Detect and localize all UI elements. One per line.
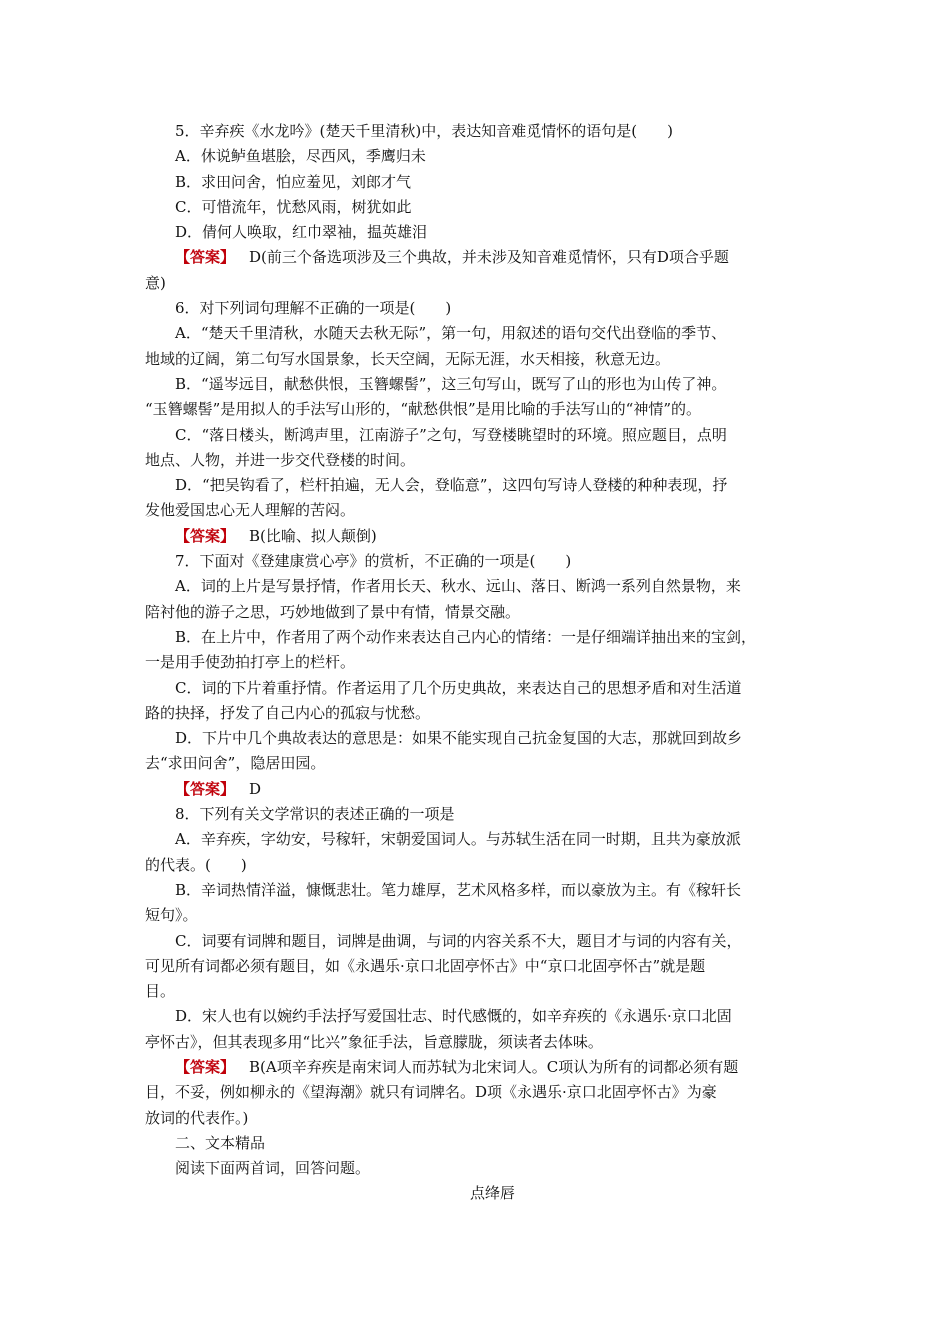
- text-line: [145, 625, 810, 650]
- text-line: [145, 347, 810, 372]
- document-body: [145, 119, 810, 1207]
- line-text: C．词要有词牌和题目，词牌是曲调，与词的内容关系不大，题目才与词的内容有关，: [175, 931, 742, 950]
- line-text: B．辛词热情洋溢，慷慨悲壮。笔力雄厚，艺术风格多样，而以豪放为主。有《稼轩长: [175, 880, 742, 899]
- line-text: C．可惜流年，忧愁风雨，树犹如此: [175, 197, 412, 216]
- text-line: [145, 372, 810, 397]
- line-text: D．“把吴钩看了，栏杆拍遍，无人会，登临意”，这四句写诗人登楼的种种表现，抒: [175, 476, 728, 495]
- line-text: C．词的下片着重抒情。作者运用了几个历史典故，来表达自己的思想矛盾和对生活道: [175, 678, 742, 697]
- line-text: 路的抉择，抒发了自己内心的孤寂与忧愁。: [145, 703, 431, 722]
- line-text: 点绛唇: [469, 1184, 515, 1203]
- text-line: [145, 878, 810, 903]
- text-line: [145, 1004, 810, 1029]
- line-text: 去“求田问舍”，隐居田园。: [145, 754, 326, 773]
- line-text: D．下片中几个典故表达的意思是：如果不能实现自己抗金复国的大志，那就回到故乡: [175, 729, 743, 748]
- text-line: [145, 827, 810, 852]
- text-line: [145, 1106, 810, 1131]
- answer-line: [145, 777, 810, 802]
- line-text: 目，不妥，例如柳永的《望海潮》就只有词牌名。D项《永遇乐·京口北固亭怀古》为豪: [145, 1083, 717, 1102]
- text-line: [145, 954, 810, 979]
- text-line: [145, 1156, 810, 1181]
- line-text: D(前三个备选项涉及三个典故，并未涉及知音难觅情怀，只有D项合乎题: [249, 248, 729, 267]
- text-line: [145, 296, 810, 321]
- answer-label: 【答案】: [175, 1057, 236, 1076]
- line-text: B．求田问舍，怕应羞见，刘郎才气: [175, 172, 412, 191]
- text-line: [145, 600, 810, 625]
- answer-label: 【答案】: [175, 779, 236, 798]
- text-line: [145, 144, 810, 169]
- line-text: A．休说鲈鱼堪脍，尽西风，季鹰归未: [175, 147, 426, 166]
- line-text: 阅读下面两首词，回答问题。: [175, 1159, 371, 1178]
- answer-line: [145, 524, 810, 549]
- line-text: D: [249, 779, 262, 798]
- text-line: [145, 574, 810, 599]
- line-text: 地点、人物，并进一步交代登楼的时间。: [145, 450, 416, 469]
- line-text: 意): [145, 273, 166, 292]
- line-text: 一是用手使劲拍打亭上的栏杆。: [145, 653, 356, 672]
- line-text: 亭怀古》，但其表现多用“比兴”象征手法，旨意朦胧，须读者去体味。: [145, 1032, 603, 1051]
- line-text: 8．下列有关文学常识的表述正确的一项是: [175, 805, 455, 824]
- line-text: B(A项辛弃疾是南宋词人而苏轼为北宋词人。C项认为所有的词都必须有题: [249, 1057, 739, 1076]
- text-line: [145, 220, 810, 245]
- text-line: [145, 271, 810, 296]
- text-line: [145, 853, 810, 878]
- text-line: [145, 903, 810, 928]
- text-line: [145, 929, 810, 954]
- text-line: [145, 195, 810, 220]
- line-text: “玉簪螺髻”是用拟人的手法写山形的，“献愁供恨”是用比喻的手法写山的“神情”的。: [145, 400, 702, 419]
- text-line: [145, 1131, 810, 1156]
- text-line: [145, 726, 810, 751]
- line-text: 7．下面对《登建康赏心亭》的赏析，不正确的一项是( ): [175, 552, 572, 571]
- text-line: [145, 802, 810, 827]
- section-title: [145, 1181, 810, 1206]
- line-text: 陪衬他的游子之思，巧妙地做到了景中有情，情景交融。: [145, 602, 521, 621]
- line-text: A．“楚天千里清秋，水随天去秋无际”，第一句，用叙述的语句交代出登临的季节、: [175, 324, 727, 343]
- answer-line: [145, 1055, 810, 1080]
- line-text: 发他爱国忠心无人理解的苦闷。: [145, 501, 356, 520]
- text-line: [145, 119, 810, 144]
- line-text: 目。: [145, 982, 176, 1001]
- text-line: [145, 321, 810, 346]
- text-line: [145, 751, 810, 776]
- line-text: 二、文本精品: [175, 1133, 266, 1152]
- text-line: [145, 549, 810, 574]
- text-line: [145, 701, 810, 726]
- answer-label: 【答案】: [175, 248, 236, 267]
- text-line: [145, 423, 810, 448]
- line-text: A．词的上片是写景抒情，作者用长天、秋水、远山、落日、断鸿一系列自然景物，来: [175, 577, 741, 596]
- line-text: 可见所有词都必须有题目，如《永遇乐·京口北固亭怀古》中“京口北固亭怀古”就是题: [145, 956, 706, 975]
- text-line: [145, 498, 810, 523]
- line-text: B．“遥岑远目，献愁供恨，玉簪螺髻”，这三句写山，既写了山的形也为山传了神。: [175, 374, 727, 393]
- line-text: 的代表。( ): [145, 855, 247, 874]
- line-text: B(比喻、拟人颠倒): [249, 526, 377, 545]
- text-line: [145, 676, 810, 701]
- line-text: D．倩何人唤取，红巾翠袖，揾英雄泪: [175, 223, 428, 242]
- line-text: D．宋人也有以婉约手法抒写爱国壮志、时代感慨的，如辛弃疾的《永遇乐·京口北固: [175, 1007, 732, 1026]
- text-line: [145, 650, 810, 675]
- line-text: 5．辛弃疾《水龙吟》(楚天千里清秋)中，表达知音难觅情怀的语句是( ): [175, 122, 673, 140]
- line-text: 地域的辽阔，第二句写水国景象，长天空阔，无际无涯，水天相接，秋意无边。: [145, 349, 671, 368]
- line-text: C．“落日楼头，断鸿声里，江南游子”之句，写登楼眺望时的环境。照应题目，点明: [175, 425, 727, 444]
- text-line: [145, 448, 810, 473]
- text-line: [145, 1030, 810, 1055]
- text-line: [145, 979, 810, 1004]
- line-text: 短句》。: [145, 906, 198, 925]
- text-line: [145, 473, 810, 498]
- text-line: [145, 170, 810, 195]
- text-line: [145, 1080, 810, 1105]
- line-text: A．辛弃疾，字幼安，号稼轩，宋朝爱国词人。与苏轼生活在同一时期，且共为豪放派: [175, 830, 741, 849]
- answer-line: [145, 245, 810, 270]
- text-line: [145, 397, 810, 422]
- line-text: 6．对下列词句理解不正确的一项是( ): [175, 299, 452, 318]
- line-text: 放词的代表作。): [145, 1108, 249, 1127]
- line-text: B．在上片中，作者用了两个动作来表达自己内心的情绪：一是仔细端详抽出来的宝剑，: [175, 627, 757, 646]
- answer-label: 【答案】: [175, 526, 236, 545]
